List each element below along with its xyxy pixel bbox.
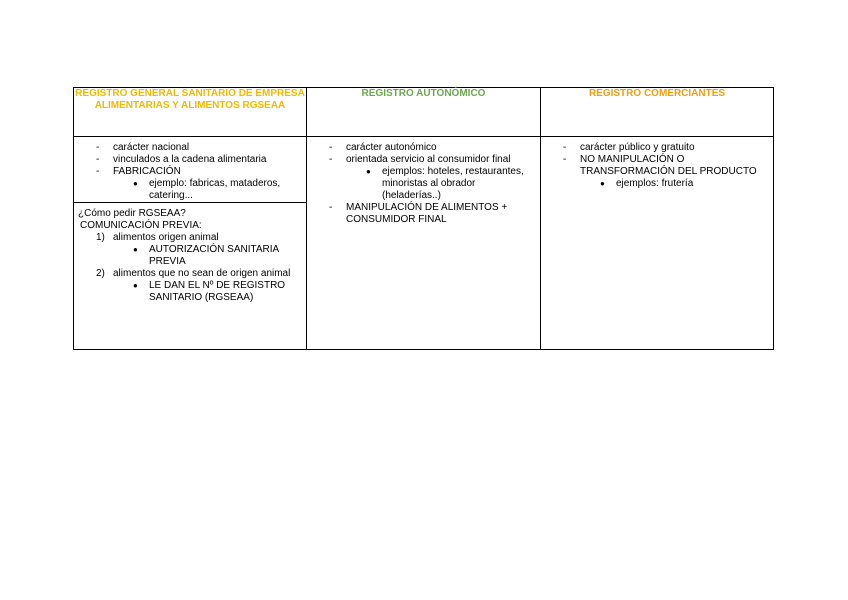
rgseaa-characteristics [74,137,306,203]
numbered-item [78,232,302,244]
dash-marker: - [329,154,333,165]
list-item-text: carácter público y gratuito [580,142,695,153]
list-item-text: orientada servicio al consumidor final [346,154,511,165]
sub-list-item-text: AUTORIZACIÓN SANITARIA PREVIA [149,244,279,267]
cell-registro-autonomico [307,137,541,350]
list-item [545,154,769,178]
registry-comparison-table [73,87,774,350]
list-item [311,154,536,166]
table-header-row [74,88,774,137]
sub-list-item-text: ejemplos: frutería [616,178,694,189]
dash-marker: - [329,202,333,213]
number-marker: 2) [96,268,105,279]
dash-marker: - [96,154,100,165]
dash-marker: - [96,142,100,153]
list-item-text: carácter nacional [113,142,190,153]
header-registro-comerciantes: REGISTRO COMERCIANTES [541,88,774,137]
subheading-line: COMUNICACIÓN PREVIA: [80,220,202,231]
header-rgseaa: REGISTRO GENERAL SANITARIO DE EMPRESA ALIMENTARIAS Y ALIMENTOS RGSEAA [74,88,307,137]
list-item-text: MANIPULACIÓN DE ALIMENTOS + CONSUMIDOR FINAL [346,202,508,225]
list-item-text: carácter autonómico [346,142,437,153]
dash-marker: - [563,142,567,153]
sub-list-item-text: ejemplos: hoteles, restaurantes, minoristas al obrador (heladerías..) [382,166,524,201]
comerciantes-content [541,137,773,194]
list-item [311,142,536,154]
list-item-text: vinculados a la cadena alimentaria [113,154,267,165]
dash-marker: - [96,166,100,177]
sub-list-item [78,244,302,268]
list-item [311,202,536,226]
bullet-icon: ● [133,179,138,188]
list-item [78,154,302,166]
sub-list-item-text: ejemplo: fabricas, mataderos, catering... [149,178,281,201]
list-item [545,142,769,154]
header-registro-autonomico: REGISTRO AUTONÓMICO [307,88,541,137]
numbered-item-text: alimentos origen animal [113,232,219,243]
autonomico-content [307,137,540,230]
rgseaa-how-to-request [74,203,306,308]
cell-registro-comerciantes [541,137,774,350]
sub-list-item [78,280,302,304]
list-item [78,166,302,178]
numbered-item-text: alimentos que no sean de origen animal [113,268,291,279]
numbered-item [78,268,302,280]
dash-marker: - [563,154,567,165]
sub-list-item-text: LE DAN EL Nº DE REGISTRO SANITARIO (RGSEAA) [149,280,286,303]
list-item [78,142,302,154]
sub-list-item [545,178,769,190]
bullet-icon: ● [366,167,371,176]
table-body-row [74,137,774,350]
sub-list-item [78,178,302,202]
bullet-icon: ● [600,179,605,188]
number-marker: 1) [96,232,105,243]
bullet-icon: ● [133,281,138,290]
question-line: ¿Cómo pedir RGSEAA? [78,208,186,219]
bullet-icon: ● [133,245,138,254]
cell-rgseaa [74,137,307,350]
list-item-text: FABRICACIÓN [113,166,181,177]
list-item-text: NO MANIPULACIÓN O TRANSFORMACIÓN DEL PRODUCTO [580,154,757,177]
sub-list-item [311,166,536,202]
dash-marker: - [329,142,333,153]
